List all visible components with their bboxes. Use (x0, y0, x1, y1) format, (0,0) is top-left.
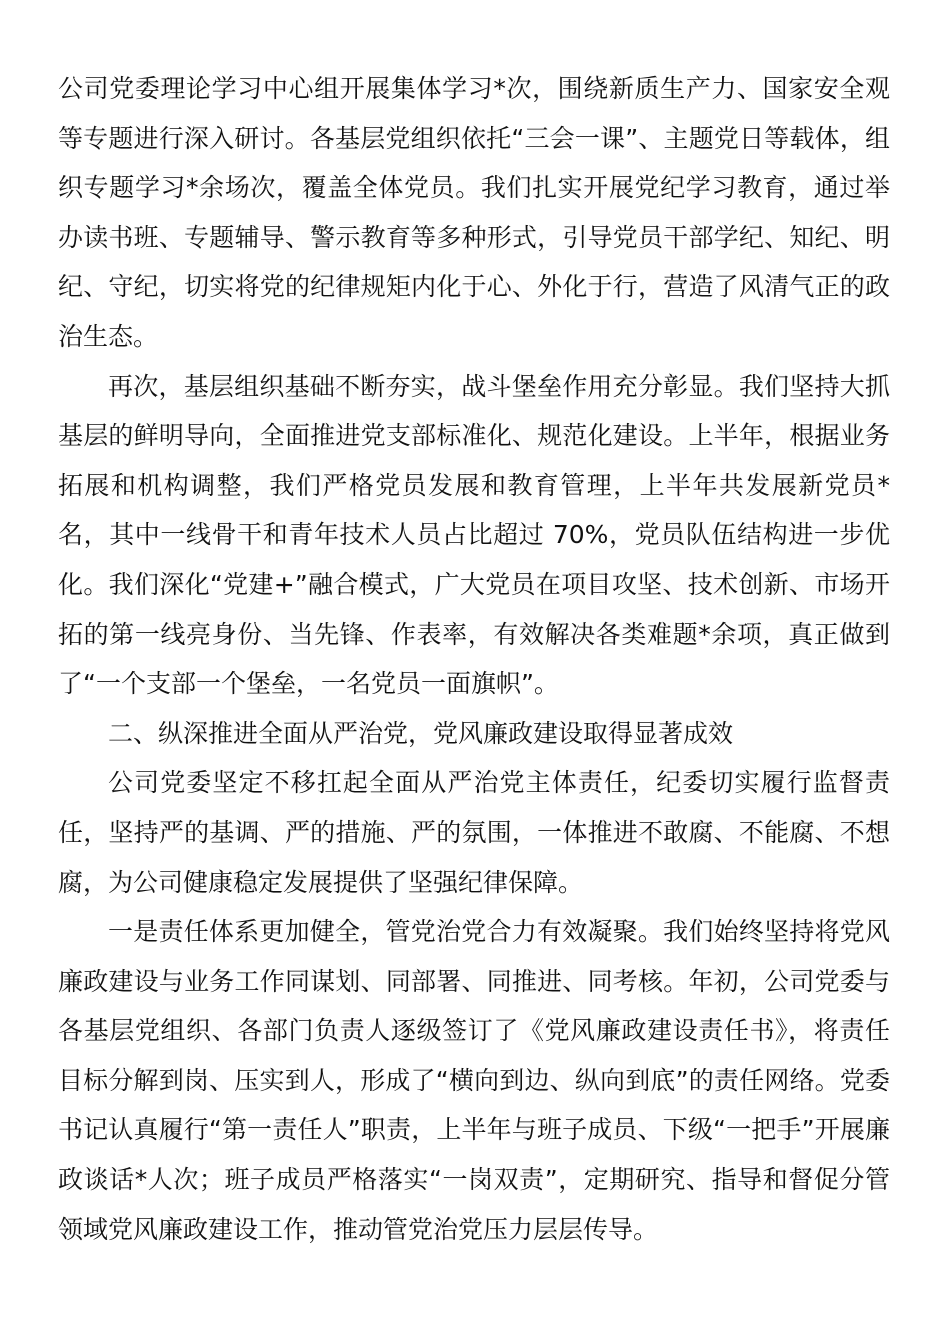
paragraph-party-committee-responsibility: 公司党委坚定不移扛起全面从严治党主体责任，纪委切实履行监督责任，坚持严的基调、严的措施、严的氛围，一体推进不敢腐、不能腐、不想腐，为公司健康稳定发展提供了坚强纪律保障。 (58, 768, 890, 897)
paragraph-continuation-study: 公司党委理论学习中心组开展集体学习*次，围绕新质生产力、国家安全观等专题进行深入研讨。各基层党组织依托“三会一课”、主题党日等载体，组织专题学习*余场次，覆盖全体党员。我们扎实开展党纪学习教育，通过举办读书班、专题辅导、警示教育等多种形式，引导党员干部学纪、知纪、明纪、守纪，切实将党的纪律规矩内化于心、外化于行，营造了风清气正的政治生态。 (58, 74, 890, 351)
paragraph-responsibility-system: 一是责任体系更加健全，管党治党合力有效凝聚。我们始终坚持将党风廉政建设与业务工作同谋划、同部署、同推进、同考核。年初，公司党委与各基层党组织、各部门负责人逐级签订了《党风廉政建设责任书》，将责任目标分解到岗、压实到人，形成了“横向到边、纵向到底”的责任网络。党委书记认真履行“第一责任人”职责，上半年与班子成员、下级“一把手”开展廉政谈话*人次；班子成员严格落实“一岗双责”，定期研究、指导和督促分管领域党风廉政建设工作，推动管党治党压力层层传导。 (58, 917, 890, 1244)
document-body (58, 64, 890, 1254)
paragraph-grassroots-organization: 再次，基层组织基础不断夯实，战斗堡垒作用充分彰显。我们坚持大抓基层的鲜明导向，全面推进党支部标准化、规范化建设。上半年，根据业务拓展和机构调整，我们严格党员发展和教育管理，上半年共发展新党员*名，其中一线骨干和青年技术人员占比超过 70%，党员队伍结构进一步优化。我们深化“党建+”融合模式，广大党员在项目攻坚、技术创新、市场开拓的第一线亮身份、当先锋、作表率，有效解决各类难题*余项，真正做到了“一个支部一个堡垒，一名党员一面旗帜”。 (58, 371, 890, 699)
section-heading-strict-governance: 二、纵深推进全面从严治党，党风廉政建设取得显著成效 (108, 718, 734, 748)
